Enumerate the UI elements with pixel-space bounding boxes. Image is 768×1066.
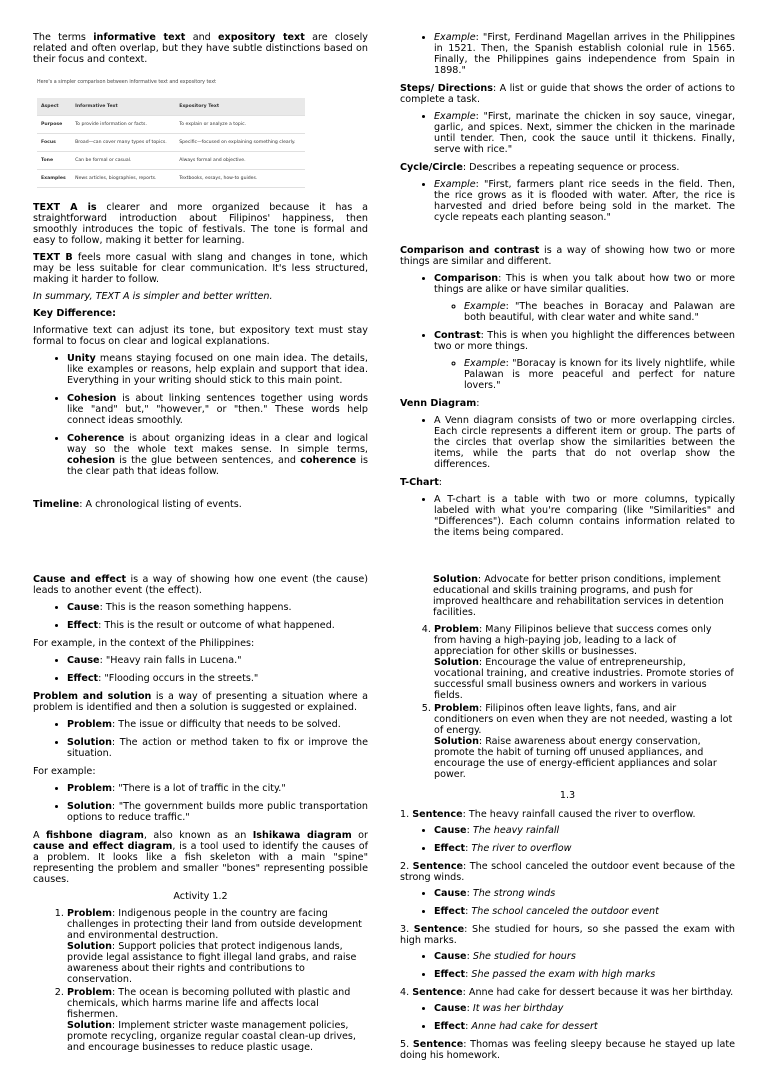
list-item: • Unity means staying focused on one main idea. The details, like examples or reasons, help explain and support that idea. Everything in your writing should stick to this main point. [67, 353, 368, 386]
contrast-sublist [434, 358, 735, 391]
activity-list [33, 908, 368, 1053]
problem-solution-list [33, 719, 368, 759]
text-b-paragraph: TEXT B feels more casual with slang and changes in tone, which may be less suitable for clear communication. It's less structured, making it harder to follow. [33, 252, 368, 285]
list-item: • Contrast: This is when you highlight the differences between two or more things. ◦ Example: "Boracay is known for its lively nightlife, while Palawan is more peaceful and perfect for nature lovers." [434, 330, 735, 391]
philippines-context: For example, in the context of the Philippines: [33, 638, 255, 649]
cause-effect-definition: Cause and effect is a way of showing how one event (the cause) leads to another event (the effect). [33, 574, 368, 596]
list-item: • Cause: It was her birthday [434, 1003, 735, 1014]
sentence-line: 2. Sentence: The school canceled the outdoor event because of the strong winds. [400, 861, 735, 883]
cause-effect-sublist [400, 888, 735, 917]
problem-solution-definition: Problem and solution is a way of presenting a situation where a problem is identified and then a solution is suggested or explained. [33, 691, 368, 713]
sentence-block [400, 987, 735, 1032]
list-item: ◦ Example: "The beaches in Boracay and Palawan are both beautiful, with clear water and white sand." [464, 301, 735, 323]
list-item: • Problem: The issue or difficulty that needs to be solved. [67, 719, 368, 730]
for-example-label: For example: [33, 766, 96, 777]
table-cell: Tone [37, 152, 71, 170]
list-item: • Solution: The action or method taken to fix or improve the situation. [67, 737, 368, 759]
list-item: • Example: "First, farmers plant rice seeds in the field. Then, the rice grows as it is flooded with water. After, the rice is harvested and dried before being sold in the market. The cycle repeats each planting season." [434, 179, 735, 223]
table-cell: News articles, biographies, reports. [71, 170, 175, 188]
table-cell: Examples [37, 170, 71, 188]
page1-right-column [400, 32, 735, 545]
table-cell: Broad—can cover many types of topics. [71, 134, 175, 152]
table-cell: To provide information or facts. [71, 116, 175, 134]
comparison-table-image [33, 77, 368, 188]
list-item: • Effect: This is the result or outcome of what happened. [67, 620, 368, 631]
list-item: • Comparison: This is when you talk about how two or more things are alike or have similar qualities. ◦ Example: "The beaches in Boracay and Palawan are both beautiful, with clear water and white sand." [434, 273, 735, 323]
activity-item: 4. Problem: Many Filipinos believe that success comes only from having a high-paying job, leading to a lack of appreciation for other skills or businesses. Solution: Encourage the value of entrepreneurship, vocational training, and creative industries. Promote stories of successful small business owners and workers in various fields. [434, 624, 735, 701]
list-item: • Cause: The heavy rainfall [434, 825, 735, 836]
document-page-2 [0, 566, 768, 1061]
list-item: • Effect: The school canceled the outdoor event [434, 906, 735, 917]
list-item: • A Venn diagram consists of two or more overlapping circles. Each circle represents a different item or group. The parts of the circles that overlap show the similarities between the items, while the parts that do not overlap show the differences. [434, 415, 735, 470]
tchart-list [400, 494, 735, 538]
activity-item: 5. Problem: Filipinos often leave lights, fans, and air conditioners on even when they are not needed, wasting a lot of energy. Solution: Raise awareness about energy conservation, promote the habit of turning off unused appliances, and encourage the use of energy-efficient appliances and solar power. [434, 703, 735, 780]
page2-left-column [33, 574, 368, 1059]
unity-cohesion-coherence-list [33, 353, 368, 477]
list-item: ◦ Example: "Boracay is known for its lively nightlife, while Palawan is more peaceful and perfect for nature lovers." [464, 358, 735, 391]
list-item: • Example: "First, Ferdinand Magellan arrives in the Philippines in 1521. Then, the Spanish establish colonial rule in 1565. Finally, the Philippines gains independence from Spain in 1898." [434, 32, 735, 76]
table-row [37, 134, 305, 152]
cycle-definition: Cycle/Circle: Describes a repeating sequence or process. [400, 162, 680, 173]
table-caption: Here's a simpler comparison between informative text and expository text [37, 80, 217, 85]
table-cell: Textbooks, essays, how-to guides. [175, 170, 305, 188]
list-item: • Effect: The river to overflow [434, 843, 735, 854]
cycle-example-list [400, 179, 735, 223]
cause-effect-sublist [400, 1003, 735, 1032]
comparison-sublist [434, 301, 735, 323]
cause-effect-sublist [400, 951, 735, 980]
list-item: • Effect: She passed the exam with high marks [434, 969, 735, 980]
continued-solution: Solution: Advocate for better prison conditions, implement educational and skills training programs, and push for improved healthcare and rehabilitation services in detention facilities. [433, 574, 724, 618]
table-header-cell: Aspect [37, 98, 71, 116]
tchart-heading: T-Chart: [400, 477, 443, 488]
list-item: • Effect: Anne had cake for dessert [434, 1021, 735, 1032]
list-item: • A T-chart is a table with two or more columns, typically labeled with what you're comparing (like "Similarities" and "Differences"). Each column contains information related to the items being compared. [434, 494, 735, 538]
timeline-definition: Timeline: A chronological listing of events. [33, 499, 242, 510]
list-item: • Coherence is about organizing ideas in a clear and logical way so the whole text makes sense. In simple terms, cohesion is the glue between sentences, and coherence is the clear path that ideas follow. [67, 433, 368, 477]
activity-title: Activity 1.2 [173, 891, 228, 902]
activity-item: 1. Problem: Indigenous people in the country are facing challenges in protecting their land from outside development and environmental destruction. Solution: Support policies that protect indigenous lands, provide legal assistance to fight illegal land grabs, and raise awareness about their rights and contributions to conservation. [67, 908, 368, 985]
comparison-table [37, 98, 305, 188]
table-cell: Always formal and objective. [175, 152, 305, 170]
key-difference-heading: Key Difference: [33, 308, 116, 319]
sentence-block [400, 809, 735, 854]
page1-left-column [33, 32, 368, 516]
intro-paragraph: The terms informative text and expository text are closely related and often overlap, but they have subtle distinctions based on their focus and context. [33, 32, 368, 65]
cause-effect-sublist [400, 825, 735, 854]
page2-right-column [400, 574, 735, 1066]
table-header-cell: Informative Text [71, 98, 175, 116]
table-row [37, 152, 305, 170]
list-item: • Cause: This is the reason something happens. [67, 602, 368, 613]
table-header-cell: Expository Text [175, 98, 305, 116]
list-item: • Example: "First, marinate the chicken in soy sauce, vinegar, garlic, and spices. Next, simmer the chicken in the marinade until tender. Then, cook the sauce until it thickens. Finally, serve with rice." [434, 111, 735, 155]
table-cell: Purpose [37, 116, 71, 134]
sentence-block [400, 861, 735, 917]
text-a-paragraph: TEXT A is clearer and more organized because it has a straightforward introduction about Filipinos' happiness, then smoothly introduces the topic of festivals. The tone is formal and easy to follow, making it better for learning. [33, 202, 368, 246]
table-cell: Specific—focused on explaining something clearly. [175, 134, 305, 152]
table-row [37, 170, 305, 188]
sentence-line: 5. Sentence: Thomas was feeling sleepy because he stayed up late doing his homework. [400, 1039, 735, 1061]
sentence-block [400, 1039, 735, 1061]
list-item: • Cohesion is about linking sentences together using words like "and" but," "however," or "then." These words help connect ideas smoothly. [67, 393, 368, 426]
steps-example-list [400, 111, 735, 155]
table-cell: Focus [37, 134, 71, 152]
list-item: • Solution: "The government builds more public transportation options to reduce traffic." [67, 801, 368, 823]
list-item: • Cause: She studied for hours [434, 951, 735, 962]
venn-list [400, 415, 735, 470]
key-difference-body: Informative text can adjust its tone, but expository text must stay formal to focus on clear and logical explanations. [33, 325, 368, 347]
comparison-contrast-list [400, 273, 735, 391]
cause-effect-list [33, 602, 368, 631]
summary-line: In summary, TEXT A is simpler and better written. [33, 291, 273, 302]
sentence-line: 4. Sentence: Anne had cake for dessert because it was her birthday. [400, 987, 734, 998]
table-row [37, 116, 305, 134]
list-item: • Problem: "There is a lot of traffic in the city." [67, 783, 368, 794]
fishbone-paragraph: A fishbone diagram, also known as an Ishikawa diagram or cause and effect diagram, is a tool used to identify the causes of a problem. It looks like a fish skeleton with a main "spine" representing the problem and smaller "bones" representing possible causes. [33, 830, 368, 885]
list-item: • Cause: The strong winds [434, 888, 735, 899]
traffic-example-list [33, 783, 368, 823]
steps-definition: Steps/ Directions: A list or guide that shows the order of actions to complete a task. [400, 83, 735, 105]
list-item: • Cause: "Heavy rain falls in Lucena." [67, 655, 368, 666]
list-item: • Effect: "Flooding occurs in the streets." [67, 673, 368, 684]
sentence-line: 1. Sentence: The heavy rainfall caused the river to overflow. [400, 809, 696, 820]
comparison-contrast-definition: Comparison and contrast is a way of showing how two or more things are similar and different. [400, 245, 735, 267]
table-cell: To explain or analyze a topic. [175, 116, 305, 134]
sentence-line: 3. Sentence: She studied for hours, so she passed the exam with high marks. [400, 924, 735, 946]
table-cell: Can be formal or casual. [71, 152, 175, 170]
lucena-example-list [33, 655, 368, 684]
activity-list-continued [400, 624, 735, 780]
section-title: 1.3 [559, 790, 576, 801]
activity-item: 2. Problem: The ocean is becoming polluted with plastic and chemicals, which harms marine life and affects local fishermen. Solution: Implement stricter waste management policies, promote recycling, organize regular coastal clean-up drives, and encourage businesses to reduce plastic usage. [67, 987, 368, 1053]
timeline-example-list [400, 32, 735, 76]
venn-heading: Venn Diagram: [400, 398, 480, 409]
sentence-block [400, 924, 735, 980]
